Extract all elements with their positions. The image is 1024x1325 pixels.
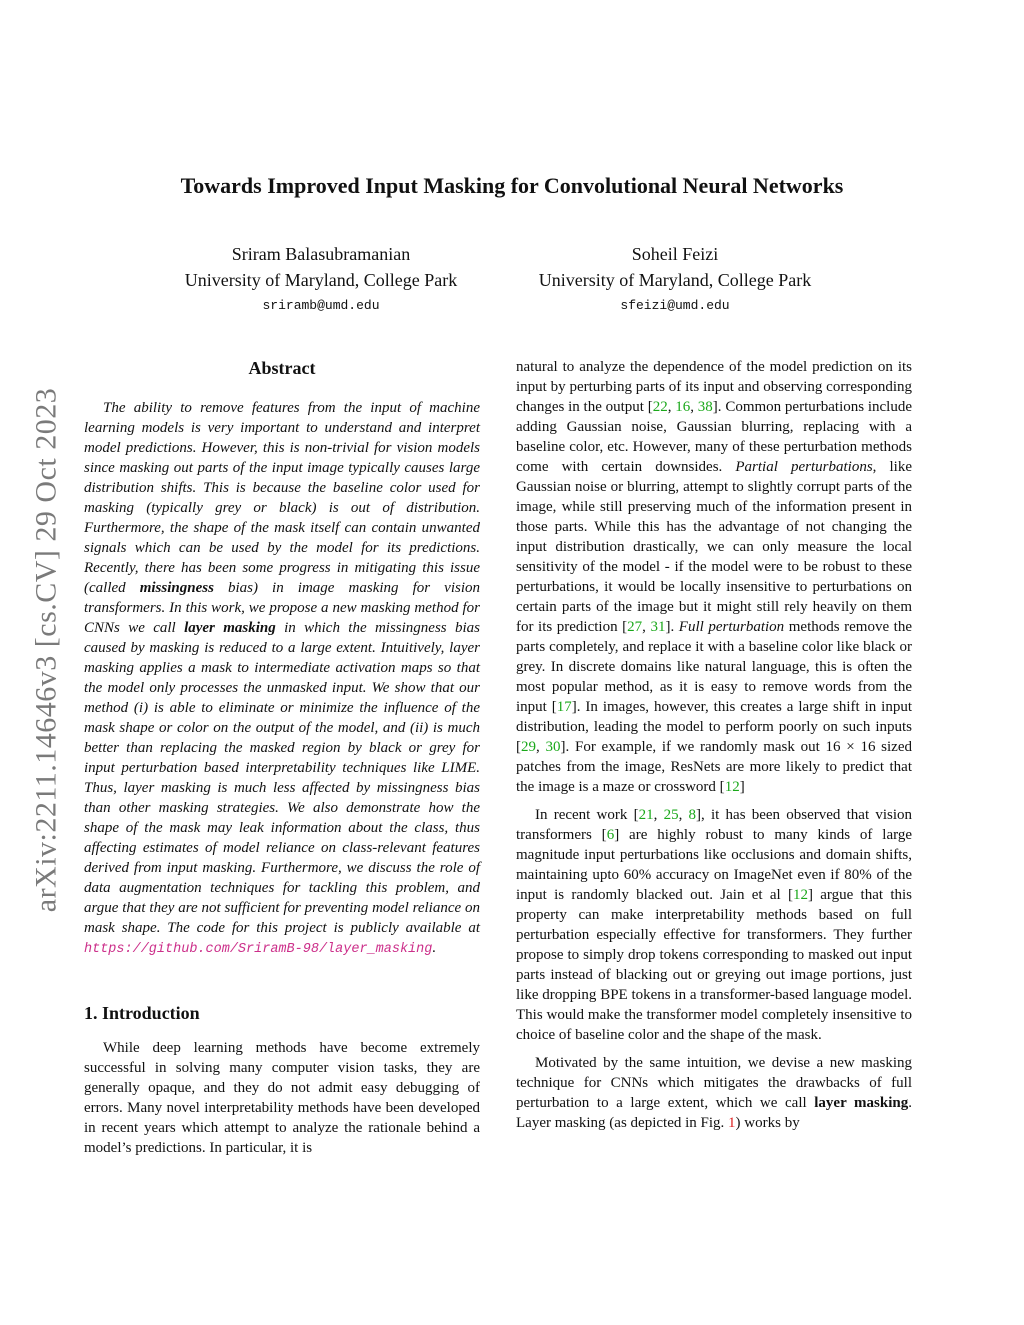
body-paragraph: [516, 1053, 912, 1133]
italic-term: Full perturbation: [678, 619, 785, 635]
bold-term: layer masking: [814, 1095, 909, 1111]
text-segment: ] are highly robust to many kinds of large magnitude input perturbations like occlusions and domain shifts, maintaining upto 60% accuracy on ImageNet even if 80% of the input is randomly blacked out. Jain et al [: [516, 827, 913, 903]
text-segment: ]. In images, however, this creates a large shift in input distribution, leading the model to perform poorly on such inputs [: [516, 699, 912, 755]
right-column: [516, 357, 912, 1133]
body-paragraph: In recent work [21, 25, 8], it has been observed that vision transformers [6] are highly robust to many kinds of large magnitude input perturbations like occlusions and domain shifts, maintaining upto 60% accuracy on ImageNet even if 80% of the input is randomly blacked out. Jain et al [12] argue that this property can make interpretability methods based on full perturbation especially effective for transformers. They further propose to simply drop tokens corresponding to masked out input parts instead of blacking out or greying out image portions, just like dropping BPE tokens in a transformer-based language model. This would make the transformer model completely insensitive to choice of baseline color and the shape of the mask.: [516, 807, 913, 1043]
text-segment: natural to analyze the dependence of the model prediction on its input by perturbing parts of its input and observing corresponding changes in the output [: [516, 359, 912, 415]
citation-link[interactable]: 12: [792, 887, 808, 903]
text-segment: ] argue that this property can make interpretability methods based on full perturbation especially effective for transformers. They further propose to simply drop tokens corresponding to masked out input parts instead of blacking out or greying out image portions, just like dropping BPE tokens in a transformer-based language model. This would make the transformer model completely insensitive to choice of baseline color and the shape of the mask.: [516, 887, 912, 1043]
citation-link[interactable]: 22: [652, 399, 668, 415]
text-segment: ) works by: [735, 1115, 800, 1131]
left-column: [84, 355, 480, 1158]
citation-link[interactable]: 6: [606, 827, 615, 843]
text-segment: . Layer masking (as depicted in Fig.: [516, 1095, 912, 1131]
text-segment: methods remove the parts completely, and replace it with a baseline color like black or grey. In discrete domains like natural language, this is often the most popular method, as it is easy to remove words from the input [: [516, 619, 912, 715]
body-paragraph: natural to analyze the dependence of the model prediction on its input by perturbing parts of its input and observing corresponding changes in the output [22, 16, 38]. Common perturbations include adding Gaussian noise, Gaussian blurring, replacing with a baseline color, etc. However, many of these perturbation methods come with certain downsides. Partial perturbations, like Gaussian noise or blurring, attempt to slightly corrupt parts of the image, while still preserving much of the information present in those parts. While this has the advantage of not changing the input distribution drastically, we can only measure the local sensitivity of the model - if the model were to be robust to these perturbations, it would be locally insensitive to perturbations on certain parts of the image but it might still rely heavily on them for its prediction [27, 31]. Full perturbation methods remove the parts completely, and replace it with a baseline color like black or grey. In discrete domains like natural language, this is often the most popular method, as it is easy to remove words from the input [17]. In images, however, this creates a large shift in input distribution, leading the model to perform poorly on such inputs [29, 30]. For example, if we randomly mask out 16 × 16 sized patches from the image, ResNets are more likely to predict that the image is a maze or crossword [12]: [516, 359, 913, 795]
text-segment: ]. For example, if we randomly mask out 16 × 16 sized patches from the image, ResNets are more likely to predict that the image is a maze or crossword [: [516, 739, 912, 795]
citation-link[interactable]: 21: [638, 807, 654, 823]
author-email[interactable]: sfeizi@umd.edu: [620, 298, 730, 313]
author-block-2: [485, 241, 865, 319]
text-segment: Motivated by the same intuition, we devise a new masking technique for CNNs which mitigates the drawbacks of full perturbation to a large extent, which we call: [516, 1055, 912, 1111]
text-segment: ].: [665, 619, 679, 635]
code-link[interactable]: https://github.com/SriramB-98/layer_masking: [84, 942, 433, 957]
figure-link[interactable]: 1: [728, 1115, 736, 1131]
author-name: Sriram Balasubramanian: [231, 244, 411, 264]
citation-link[interactable]: 30: [545, 739, 561, 755]
author-email[interactable]: sriramb@umd.edu: [262, 298, 380, 313]
paper-title: Towards Improved Input Masking for Convolutional Neural Networks: [180, 173, 844, 198]
text-segment: ]. Common perturbations include adding Gaussian noise, Gaussian blurring, replacing with a baseline color, etc. However, many of these perturbation methods come with certain downsides.: [516, 399, 913, 475]
italic-term: Partial perturbations: [735, 459, 873, 475]
arxiv-sidebar: [29, 355, 62, 945]
author-affiliation: University of Maryland, College Park: [538, 270, 812, 290]
abstract-bold-term: layer masking: [184, 620, 276, 636]
citation-link[interactable]: 27: [627, 619, 643, 635]
author-affiliation: University of Maryland, College Park: [184, 270, 458, 290]
abstract-segment: The ability to remove features from the input of machine learning models is very important to understand and interpret model predictions. However, this is non-trivial for vision models since masking out parts of the input image typically causes large distribution shifts. This is because the baseline color used for masking (typically grey or black) is out of distribution. Furthermore, the shape of the mask itself can contain unwanted signals which can be used by the model for its predictions. Recently, there has been some progress in mitigating this issue (called: [84, 400, 480, 596]
citation-link[interactable]: 8: [688, 807, 697, 823]
arxiv-id: arXiv:2211.14646v3 [cs.CV] 29 Oct 2023: [29, 387, 62, 913]
author-block-1: [131, 241, 511, 319]
citation-link[interactable]: 16: [675, 399, 691, 415]
abstract-segment: .: [432, 940, 437, 956]
citation-link[interactable]: 29: [521, 739, 536, 755]
abstract-segment: bias) in image masking for vision transformers. In this work, we propose a new masking method for CNNs we call: [84, 580, 480, 636]
abstract-bold-term: missingness: [139, 580, 214, 596]
text-segment: , like Gaussian noise or blurring, attempt to slightly corrupt parts of the image, while still preserving much of the information present in those parts. While this has the advantage of not changing the input distribution drastically, we can only measure the local sensitivity of the model - if the model were to be robust to these perturbations, it would be locally insensitive to perturbations on certain parts of the image but it might still rely heavily on them for its prediction [: [516, 459, 912, 635]
section-heading-introduction: 1. Introduction: [84, 1003, 200, 1023]
abstract-segment: in which the missingness bias caused by masking is reduced to a large extent. Intuitively, layer masking applies a mask to intermediate activation maps so that the model only processes the unmasked input. We show that our method (i) is able to eliminate or minimize the influence of the mask shape or color on the output of the model, and (ii) is much better than replacing the masked region by black or grey for input perturbation based interpretability techniques like LIME. Thus, layer masking is much less affected by missingness bias than other masking strategies. We also demonstrate how the shape of the mask may leak information about the class, thus affecting estimates of model reliance on class-relevant features derived from input masking. Furthermore, we discuss the role of data augmentation techniques for tackling this problem, and argue that they are not sufficient for preventing model reliance on mask shape. The code for this project is publicly available at: [84, 620, 480, 936]
abstract-text: [84, 398, 480, 960]
citation-link[interactable]: 31: [650, 619, 666, 635]
citation-link[interactable]: 12: [724, 779, 740, 795]
author-name: Soheil Feizi: [631, 244, 719, 264]
citation-link[interactable]: 25: [663, 807, 679, 823]
intro-paragraph: While deep learning methods have become extremely successful in solving many computer vision tasks, they are generally opaque, and they do not admit easy debugging of errors. Many novel interpretability methods have been developed in recent years which attempt to analyze the rationale behind a model’s predictions. In particular, it is: [84, 1040, 480, 1156]
citation-link[interactable]: 17: [556, 699, 572, 715]
text-segment: In recent work [: [535, 807, 639, 823]
abstract-heading: Abstract: [248, 358, 316, 378]
citation-link[interactable]: 38: [697, 399, 713, 415]
text-segment: ], it has been observed that vision transformers [: [516, 807, 912, 843]
text-segment: ]: [739, 779, 745, 795]
